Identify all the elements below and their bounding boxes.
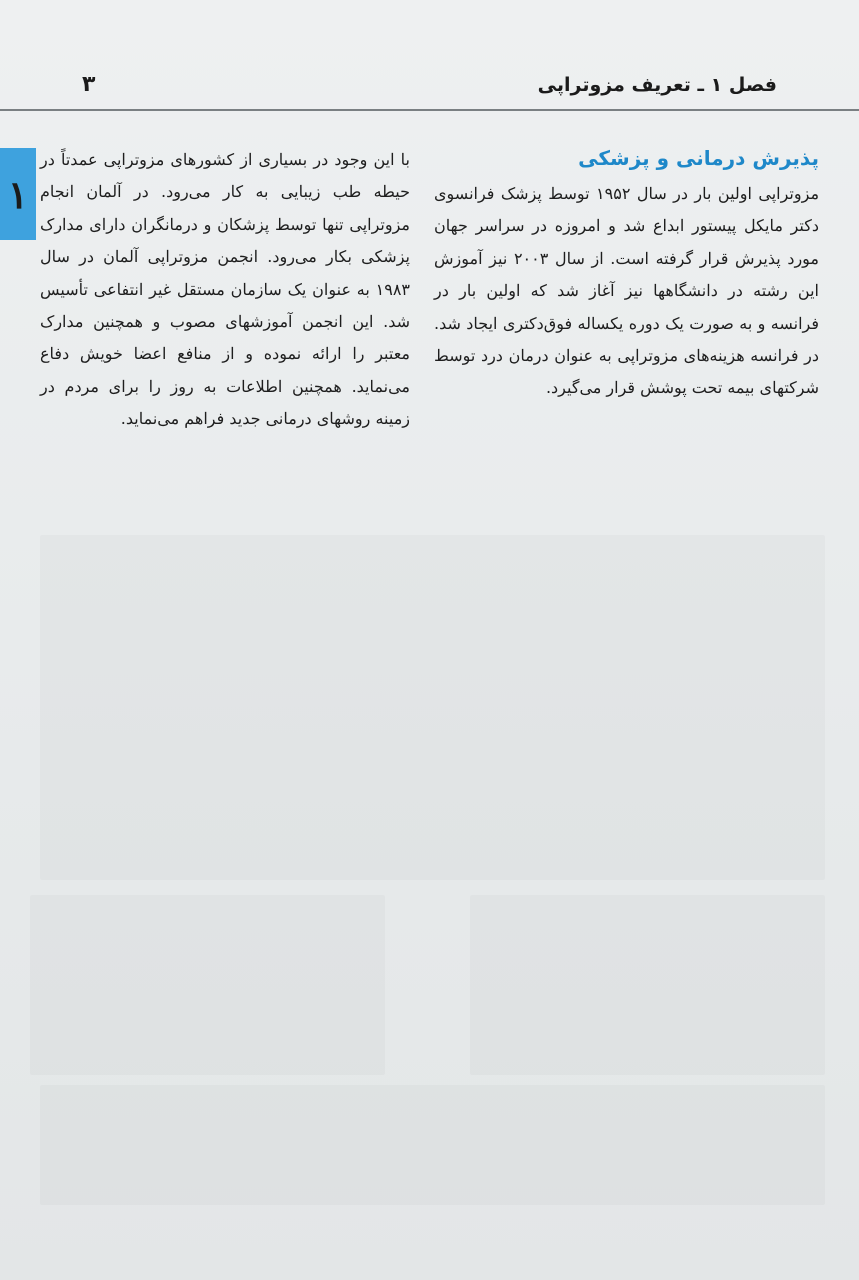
bleed-through-table — [40, 535, 825, 880]
bleed-through-text — [40, 1085, 825, 1205]
page-number: ۳ — [82, 72, 96, 97]
header-divider — [0, 109, 859, 111]
bleed-through-photo-right — [470, 895, 825, 1075]
bleed-through-photo-left — [30, 895, 385, 1075]
left-column-paragraph: با این وجود در بسیاری از کشورهای مزوتراپی عمدتاً در حیطه طب زیبایی به کار می‌رود. در آلمان انجام مزوتراپی تنها توسط پزشکان و درمانگران دارای مدارک پزشکی بکار می‌رود. انجمن مزوتراپی آلمان در سال ۱۹۸۳ به عنوان یک سازمان مستقل غیر انتفاعی تأسیس شد. این انجمن آموزشهای مصوب و همچنین مدارک معتبر را ارائه نموده و از منافع اعضا خویش دفاع می‌نماید. همچنین اطلاعات به روز را برای مردم در زمینه روشهای درمانی جدید فراهم می‌نماید. — [40, 150, 410, 429]
running-header — [0, 64, 859, 108]
chapter-thumb-tab — [0, 148, 36, 240]
chapter-tab-number: ۱ — [7, 171, 29, 217]
left-column — [40, 144, 410, 436]
right-column — [434, 138, 819, 405]
right-column-paragraph: مزوتراپی اولین بار در سال ۱۹۵۲ توسط پزشک فرانسوی دکتر مایکل پیستور ابداع شد و امروزه در سراسر جهان مورد پذیرش قرار گرفته است. از سال ۲۰۰۳ نیز آموزش این رشته در دانشگاهها نیز آغاز شد که اولین بار در فرانسه و به صورت یک دوره یکساله فوق‌دکتری ایجاد شد. در فرانسه هزینه‌های مزوتراپی به عنوان درمان درد توسط شرکتهای بیمه تحت پوشش قرار می‌گیرد. — [434, 184, 820, 398]
chapter-title: فصل ۱ ـ تعریف مزوتراپی — [537, 74, 777, 96]
section-heading: پذیرش درمانی و پزشکی — [578, 146, 819, 170]
